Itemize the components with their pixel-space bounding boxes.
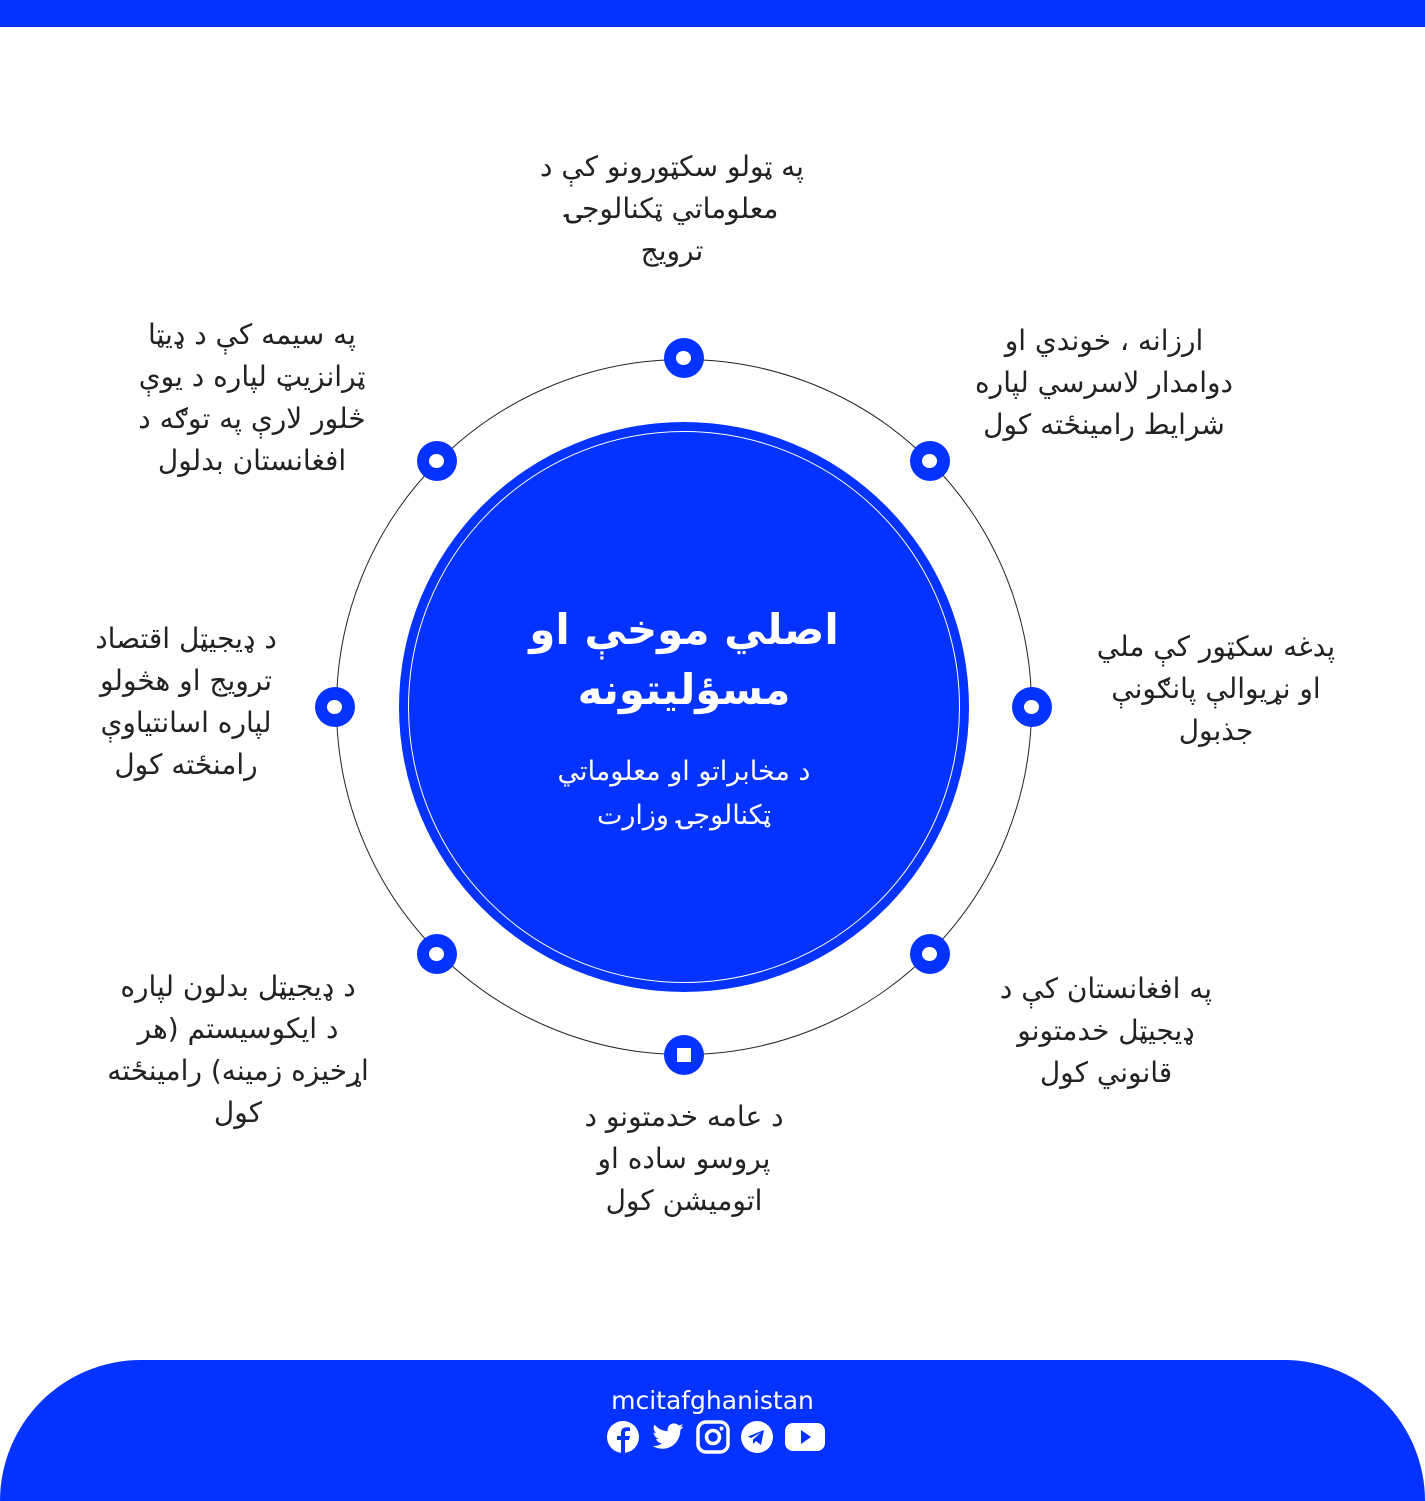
goal-item-line: د ډیجیټل اقتصاد [95,622,277,655]
goal-item-line: اړخیزه زمینه) رامینځته [107,1054,369,1087]
goal-item-line: رامنځته کول [114,748,258,781]
center-subtitle-line: ټکنالوجۍ وزارت [596,800,772,831]
goal-item-line: د عامه خدمتونو د [584,1100,784,1133]
goal-item [1046,626,1386,752]
goal-item-line: ډیجیټل خدمتونو [1017,1014,1195,1047]
goal-item-line: افغانستان بدلول [157,444,347,477]
center-disc [399,422,969,992]
goal-item [68,966,408,1134]
goal-item-line: پروسو ساده او [597,1142,771,1175]
center-title [399,600,969,720]
goal-item-line: کول [213,1096,263,1129]
node-marker [417,441,457,481]
goal-item [514,1096,854,1222]
goal-item-line: د ډیجیټل بدلون لپاره [120,970,356,1003]
twitter-icon[interactable] [650,1420,686,1458]
goal-item-line: څلور لارې په توګه د [138,402,366,435]
node-marker [664,1035,704,1075]
goal-item-line: قانوني کول [1039,1056,1173,1089]
goal-item [936,968,1276,1094]
social-handle: mcitafghanistan [611,1386,814,1415]
goal-item-line: په افغانستان کې د [999,972,1213,1005]
goal-item-line: پدغه سکټور کې ملي [1096,630,1336,663]
goal-item [16,618,356,786]
goal-item [82,314,422,482]
goal-item-line: په ټولو سکټورونو کې د [540,150,804,183]
goal-item-line: په سیمه کې د ډیټا [148,318,356,351]
facebook-icon[interactable] [606,1420,640,1458]
node-marker [664,338,704,378]
goal-item [934,320,1274,446]
goal-item-line: اتومیشن کول [605,1184,763,1217]
goal-item-line: ټرانزیټ لپاره د یوې [138,360,366,393]
center-title-line: مسؤلیتونه [577,665,791,714]
top-bar [0,0,1425,27]
telegram-icon[interactable] [740,1420,774,1458]
social-icons [606,1420,826,1458]
goal-item-line: جذبول [1178,714,1254,747]
footer-band [0,1360,1425,1501]
goal-item-line: ترویج [640,234,704,267]
goal-item-line: او نړیوالې پانګونې [1111,672,1321,705]
node-marker [417,934,457,974]
instagram-icon[interactable] [696,1420,730,1458]
goal-item-line: معلوماتي ټکنالوجۍ [565,192,779,225]
goal-item-line: لپاره اسانتیاوې [100,706,272,739]
goal-item-line: دوامدار لاسرسي لپاره [975,366,1233,399]
node-marker [910,441,950,481]
goal-item [502,146,842,272]
goal-item-line: ارزانه ، خوندي او [1004,324,1204,357]
goal-item-line: شرایط رامینځته کول [983,408,1225,441]
center-subtitle [399,750,969,838]
goal-item-line: د ایکوسیستم (هر [137,1012,339,1045]
goal-item-line: ترویج او هڅولو [99,664,273,697]
center-title-line: اصلي موخې او [529,605,839,654]
youtube-icon[interactable] [784,1420,826,1458]
center-subtitle-line: د مخابراتو او معلوماتي [557,756,811,787]
